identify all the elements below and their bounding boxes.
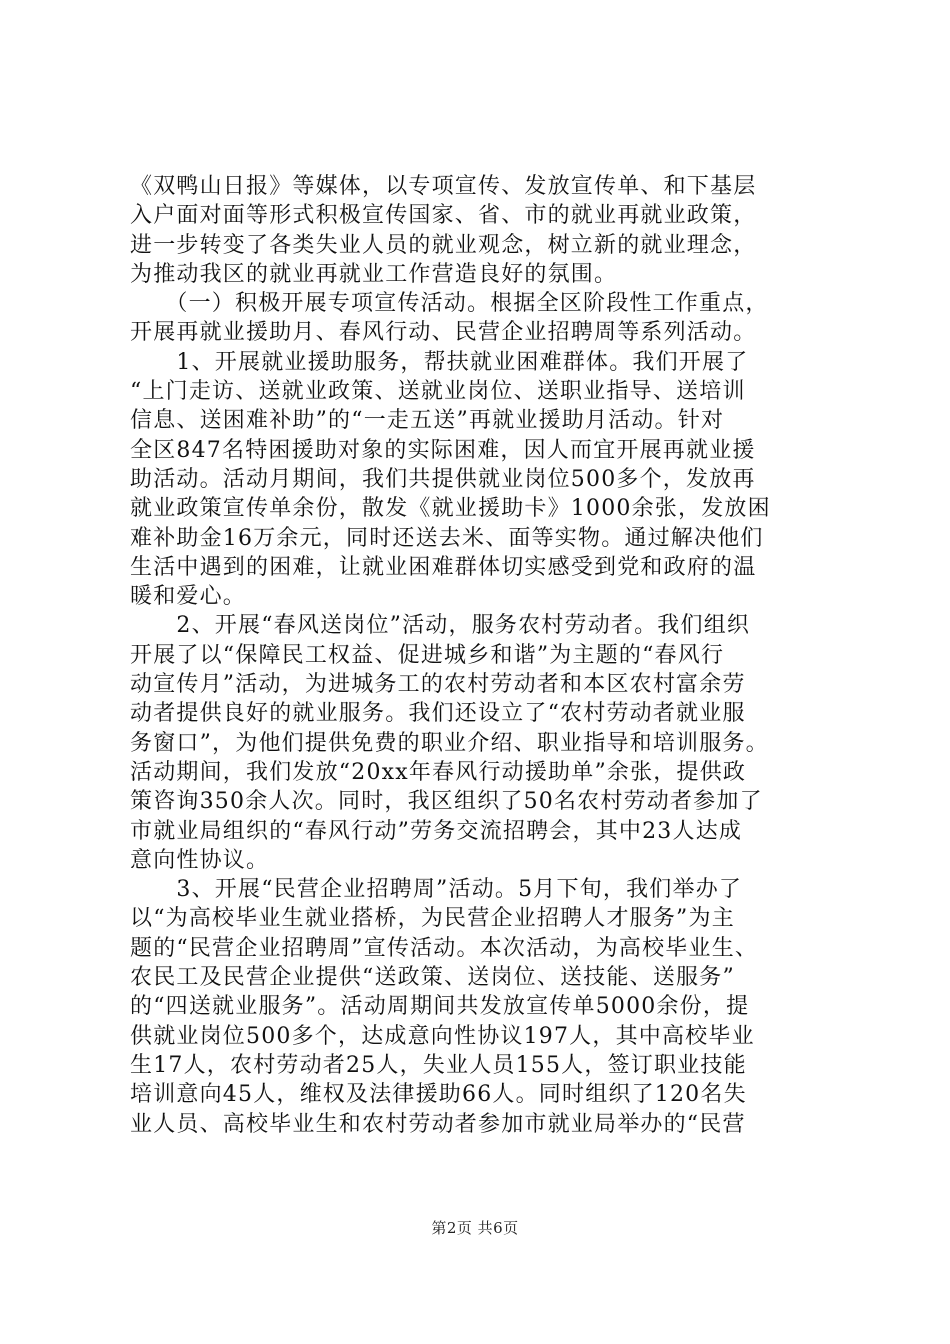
text-line: 3、开展“民营企业招聘周”活动。5月下旬，我们举办了 — [130, 877, 743, 903]
text-line: 以“为高校毕业生就业搭桥，为民营企业招聘人才服务”为主 — [130, 906, 735, 932]
text-line: 策咨询350余人次。同时，我区组织了50名农村劳动者参加了 — [130, 789, 763, 815]
text-line: 暖和爱心。 — [130, 584, 247, 610]
text-line: 题的“民营企业招聘周”宣传活动。本次活动，为高校毕业生、 — [130, 935, 759, 961]
text-line: 入户面对面等形式积极宣传国家、省、市的就业再就业政策， — [130, 203, 757, 229]
page-footer — [0, 1217, 950, 1238]
text-line: 的“四送就业服务”。活动周期间共发放宣传单5000余份，提 — [130, 994, 750, 1020]
text-line: 农民工及民营企业提供“送政策、送岗位、送技能、送服务” — [130, 965, 735, 991]
text-line: “上门走访、送就业政策、送就业岗位、送职业指导、送培训 — [130, 379, 746, 405]
text-line: 生17人，农村劳动者25人，失业人员155人，签订职业技能 — [130, 1052, 747, 1078]
text-line: 市就业局组织的“春风行动”劳务交流招聘会，其中23人达成 — [130, 818, 743, 844]
text-line: 难补助金16万余元，同时还送去米、面等实物。通过解决他们 — [130, 525, 764, 551]
text-line: 为推动我区的就业再就业工作营造良好的氛围。 — [130, 261, 618, 287]
text-line: 全区847名特困援助对象的实际困难，因人而宜开展再就业援 — [130, 437, 756, 463]
text-line: 开展再就业援助月、春风行动、民营企业招聘周等系列活动。 — [130, 320, 757, 346]
text-line: （一）积极开展专项宣传活动。根据全区阶段性工作重点， — [130, 291, 769, 317]
text-line: 意向性协议。 — [130, 847, 270, 873]
text-line: 供就业岗位500多个，达成意向性协议197人，其中高校毕业 — [130, 1023, 755, 1049]
text-line: 活动期间，我们发放“20xx年春风行动援助单”余张，提供政 — [130, 759, 747, 785]
text-line: 信息、送困难补助”的“一走五送”再就业援助月活动。针对 — [130, 408, 725, 434]
text-line: 开展了以“保障民工权益、促进城乡和谐”为主题的“春风行 — [130, 642, 725, 668]
text-line: 《双鸭山日报》等媒体，以专项宣传、发放宣传单、和下基层 — [130, 174, 757, 199]
text-line: 务窗口”，为他们提供免费的职业介绍、职业指导和培训服务。 — [130, 730, 769, 756]
body-text — [130, 172, 838, 1139]
text-line: 2、开展“春风送岗位”活动，服务农村劳动者。我们组织 — [130, 613, 751, 639]
text-line: 培训意向45人，维权及法律援助66人。同时组织了120名失 — [130, 1082, 747, 1108]
text-line: 生活中遇到的困难，让就业困难群体切实感受到党和政府的温 — [130, 554, 757, 580]
page-number: 第2页 共6页 — [431, 1219, 519, 1237]
text-line: 进一步转变了各类失业人员的就业观念，树立新的就业理念， — [130, 232, 757, 258]
text-line: 动者提供良好的就业服务。我们还设立了“农村劳动者就业服 — [130, 701, 746, 727]
text-line: 业人员、高校毕业生和农村劳动者参加市就业局举办的“民营 — [130, 1111, 746, 1137]
text-line: 助活动。活动月期间，我们共提供就业岗位500多个，发放再 — [130, 466, 756, 492]
text-line: 1、开展就业援助服务，帮扶就业困难群体。我们开展了 — [130, 349, 749, 375]
text-line: 就业政策宣传单余份，散发《就业援助卡》1000余张，发放困 — [130, 496, 771, 522]
text-line: 动宣传月”活动，为进城务工的农村劳动者和本区农村富余劳 — [130, 672, 746, 698]
